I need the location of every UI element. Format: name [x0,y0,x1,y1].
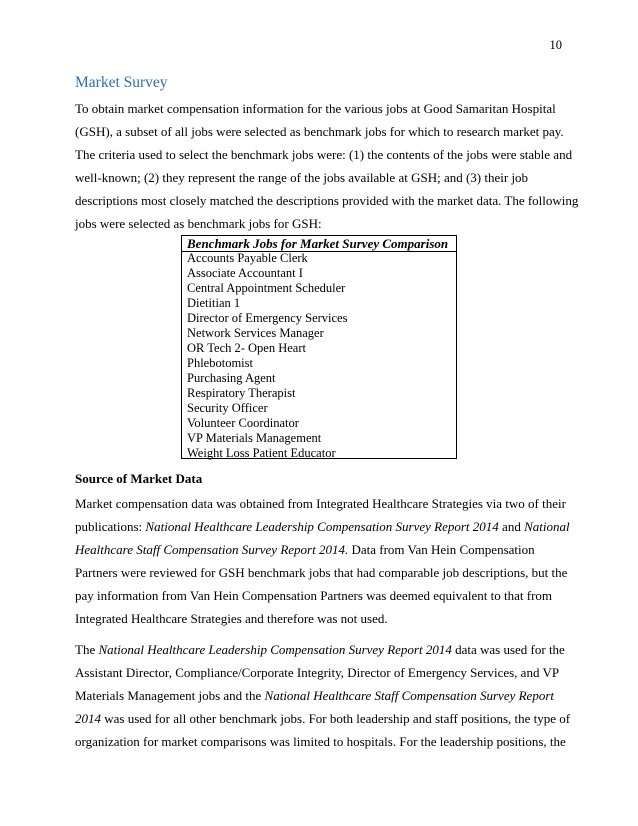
section-heading-market-survey: Market Survey [75,74,168,91]
publication-title: National Healthcare Staff Compensation Survey Report [264,688,554,703]
text-line [75,642,565,658]
text-run: Data from Van Hein Compensation [348,542,535,557]
text-line [75,542,535,558]
text-run: data was used for the [451,642,565,657]
table-row: OR Tech 2- Open Heart [187,341,306,355]
text-line [75,711,570,727]
text-line [75,688,554,704]
text-line [75,519,570,535]
table-row: Associate Accountant I [187,266,303,280]
text-run: publications: [75,519,146,534]
table-row: Dietitian 1 [187,296,241,310]
table-row: VP Materials Management [187,431,322,445]
text-line: jobs were selected as benchmark jobs for GSH: [75,216,322,231]
table-row: Director of Emergency Services [187,311,348,325]
table-row: Network Services Manager [187,326,324,340]
table-row: Purchasing Agent [187,371,276,385]
table-row: Respiratory Therapist [187,386,296,400]
table-row: Security Officer [187,401,268,415]
publication-title: Healthcare Staff Compensation Survey Report 2014. [75,542,349,557]
sub-heading-source: Source of Market Data [75,471,203,486]
benchmark-jobs-table [181,235,457,459]
text-line: To obtain market compensation information for the various jobs at Good Samaritan Hospital [75,101,556,116]
text-line: Partners were reviewed for GSH benchmark jobs that had comparable job descriptions, but the [75,565,568,580]
text-line: Market compensation data was obtained from Integrated Healthcare Strategies via two of their [75,496,566,511]
publication-title: National Healthcare Leadership Compensation Survey Report 2014 [145,519,499,534]
text-line: pay information from Van Hein Compensation Partners was deemed equivalent to that from [75,588,553,603]
table-row: Weight Loss Patient Educator [187,446,336,460]
text-run: The [75,642,99,657]
text-run: was used for all other benchmark jobs. For both leadership and staff positions, the type of [101,711,571,726]
text-line: organization for market comparisons was limited to hospitals. For the leadership positions, the [75,734,566,749]
publication-title: National [524,519,570,534]
table-row: Volunteer Coordinator [187,416,299,430]
table-row: Phlebotomist [187,356,253,370]
text-line: well-known; (2) they represent the range of the jobs available at GSH; and (3) their job [75,170,529,185]
table-row: Central Appointment Scheduler [187,281,346,295]
text-run: and [498,519,525,534]
page-number: 10 [549,38,562,52]
publication-title: 2014 [75,711,101,726]
text-line: (GSH), a subset of all jobs were selected as benchmark jobs for which to research market pay. [75,124,564,139]
text-line: Integrated Healthcare Strategies and therefore was not used. [75,611,388,626]
text-line: Assistant Director, Compliance/Corporate Integrity, Director of Emergency Services, and VP [75,665,560,680]
table-row: Accounts Payable Clerk [187,251,308,265]
publication-title: National Healthcare Leadership Compensation Survey Report 2014 [98,642,452,657]
text-run: Materials Management jobs and the [75,688,265,703]
table-header: Benchmark Jobs for Market Survey Comparison [187,236,449,251]
text-line: descriptions most closely matched the descriptions provided with the market data. The following [75,193,579,208]
text-line: The criteria used to select the benchmark jobs were: (1) the contents of the jobs were stable and [75,147,573,162]
